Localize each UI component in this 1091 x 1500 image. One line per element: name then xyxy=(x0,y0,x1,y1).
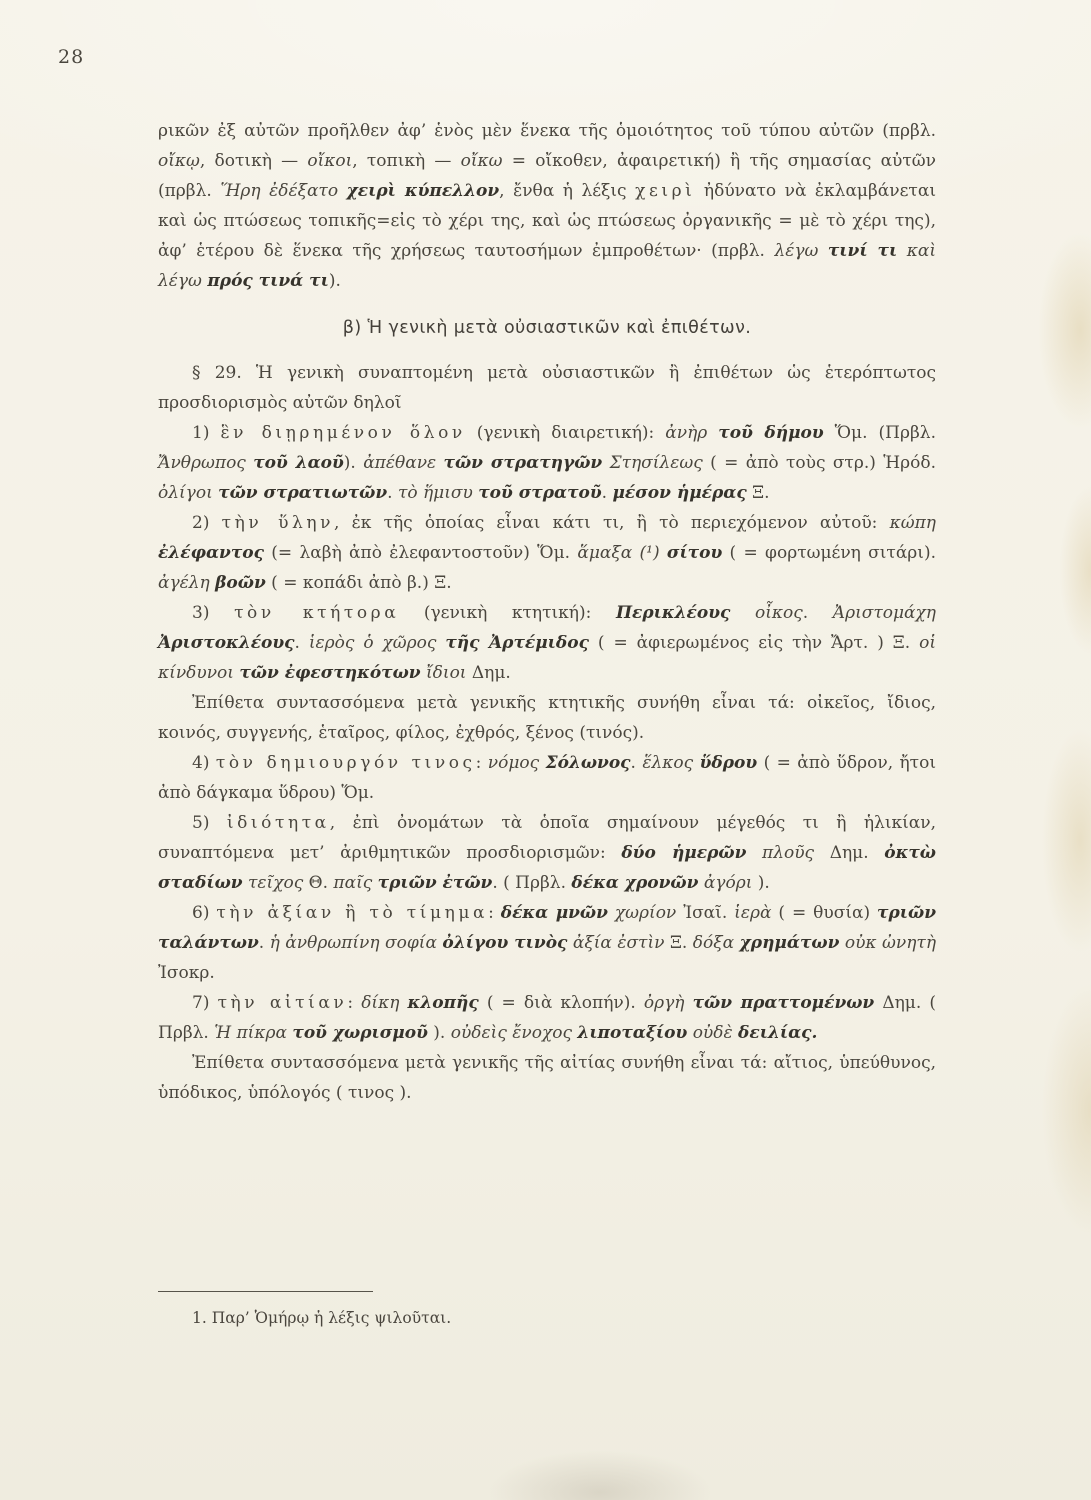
text-segment: τὸν δημιουργόν τινος xyxy=(215,753,476,773)
text-segment: Ἀριστοκλέους xyxy=(158,633,295,653)
text-segment: ἕλκος xyxy=(642,753,700,773)
text-segment: χωρίον xyxy=(607,903,677,923)
text-segment: πλοῦς xyxy=(746,843,815,863)
text-segment: τὴν ὕλην xyxy=(221,513,334,533)
text-segment: βοῶν xyxy=(215,573,266,593)
text-segment: δέκα μνῶν xyxy=(500,903,608,923)
text-segment: οἴκῳ xyxy=(158,151,200,171)
text-segment: τοῦ δήμου xyxy=(718,423,824,443)
text-segment: Ξ. xyxy=(664,933,693,953)
paragraph xyxy=(158,358,936,418)
text-segment: ἀπέθανε xyxy=(363,453,444,473)
footnote xyxy=(158,1305,936,1331)
text-segment: τριῶν ἐτῶν xyxy=(377,873,493,893)
text-segment: τεῖχος xyxy=(242,873,304,893)
page-number: 28 xyxy=(58,46,85,68)
text-segment: ( = φορτωμένη σιτάρι). xyxy=(722,543,936,563)
text-segment: 2) xyxy=(192,513,222,533)
text-segment: μέσον ἡμέρας xyxy=(612,483,747,503)
text-segment: ἀγέλη xyxy=(158,573,216,593)
text-segment: Ἄνθρωπος xyxy=(158,453,254,473)
section-heading: β) Ἡ γενικὴ μετὰ οὐσιαστικῶν καὶ ἐπιθέτων. xyxy=(342,318,752,338)
text-segment: : xyxy=(347,993,362,1013)
text-segment: κώπη xyxy=(889,513,936,533)
text-segment: Δημ. xyxy=(466,663,511,683)
text-segment: Ὅμ. (Πρβλ. xyxy=(823,423,936,443)
text-segment: : xyxy=(475,753,488,773)
text-segment: οὐδεὶς ἔνοχος xyxy=(450,1023,578,1043)
text-segment: § 29. Ἡ γενικὴ συναπτομένη μετὰ οὐσιαστικῶν ἢ ἐπιθέτων ὡς ἑτερόπτωτος προσδιορισμὸς αὐτῶν δηλοῖ xyxy=(158,363,936,413)
paragraph xyxy=(158,116,936,296)
text-segment: ). xyxy=(427,1023,451,1043)
text-segment: λέγω xyxy=(774,241,828,261)
text-segment: ἓν διῃρημένον ὅλον xyxy=(220,423,466,443)
text-segment: ( = κοπάδι ἀπὸ β.) Ξ. xyxy=(265,573,452,593)
text-segment: τὸν κτήτορα xyxy=(234,603,400,623)
text-segment: ( = διὰ κλοπήν). xyxy=(478,993,644,1013)
text-segment: ἡ ἀνθρωπίνη σοφία xyxy=(269,933,443,953)
text-segment: Περικλέους xyxy=(615,603,731,623)
text-segment: . xyxy=(387,483,398,503)
text-segment: 1) xyxy=(192,423,221,443)
paragraph xyxy=(158,808,936,898)
text-segment: ἱερὸς ὁ χῶρος xyxy=(308,633,446,653)
text-segment: Δημ. ( Πρβλ. xyxy=(158,993,937,1043)
text-segment: καὶ λέγω xyxy=(158,241,936,291)
text-segment: ἅμαξα (¹) xyxy=(577,543,667,563)
text-segment: δόξα xyxy=(692,933,740,953)
paragraph xyxy=(158,508,936,598)
text-segment: οὐκ ὠνητὴ xyxy=(839,933,937,953)
text-segment: χειρὶ xyxy=(635,181,696,201)
text-segment: ( = ἀφιερωμένος εἰς τὴν Ἄρτ. ) Ξ. xyxy=(588,633,920,653)
text-segment: Ἰσοκρ. xyxy=(158,963,215,983)
text-segment: ἠδύνατο νὰ ἐκλαμβάνεται καὶ ὡς πτώσεως τοπικῆς=εἰς τὸ χέρι της, καὶ ὡς πτώσεως ὀργανικῆς = μὲ τὸ χέρι της), ἀφ’ ἑτέρου δὲ ἕνεκα τῆς χρήσεως ταυτοσήμων ἐμπροθέτων· (πρβλ. xyxy=(158,181,936,261)
text-segment: : xyxy=(488,903,501,923)
text-segment: οἴκω xyxy=(460,151,503,171)
text-segment: οἶκος xyxy=(730,603,803,623)
text-segment: Θ. xyxy=(303,873,334,893)
text-segment: δίκη xyxy=(361,993,408,1013)
text-segment: Ἥρη ἐδέξατο xyxy=(220,181,347,201)
text-segment: τοῦ χωρισμοῦ xyxy=(292,1023,428,1043)
paragraph xyxy=(158,1048,936,1108)
text-segment: τῶν πραττομένων xyxy=(692,993,875,1013)
text-segment: ἴδιοι xyxy=(420,663,467,683)
text-segment: ὀργὴ xyxy=(643,993,693,1013)
text-segment: λιποταξίου xyxy=(577,1023,688,1043)
text-segment: παῖς xyxy=(333,873,378,893)
text-segment: ). xyxy=(343,453,364,473)
paragraph xyxy=(158,898,936,988)
text-segment: πρός τινά τι xyxy=(207,271,329,291)
text-segment: (γενικὴ κτητική): xyxy=(399,603,616,623)
text-segment: δέκα χρονῶν xyxy=(571,873,699,893)
text-segment: , δοτικὴ — xyxy=(199,151,308,171)
text-segment: ἱερὰ xyxy=(734,903,772,923)
text-segment: ὀκτὼ σταδίων xyxy=(158,843,936,893)
text-segment: ( = ἀπὸ τοὺς στρ.) Ἡρόδ. xyxy=(702,453,936,473)
text-segment: Στησίλεως xyxy=(602,453,703,473)
text-segment: ). xyxy=(752,873,770,893)
text-segment: τῶν στρατιωτῶν xyxy=(218,483,388,503)
text-segment: . xyxy=(294,633,309,653)
text-segment: (γενικὴ διαιρετική): xyxy=(465,423,666,443)
paragraph xyxy=(158,688,936,748)
text-segment: ἀξία ἐστὶν xyxy=(567,933,665,953)
text-segment: . ( Πρβλ. xyxy=(492,873,572,893)
text-segment: ( = θυσία) xyxy=(771,903,878,923)
paragraph xyxy=(158,988,936,1048)
footnote-text: 1. Παρ’ Ὁμήρῳ ἡ λέξις ψιλοῦται. xyxy=(192,1309,452,1327)
paragraph xyxy=(158,418,936,508)
text-segment: Σόλωνος xyxy=(545,753,631,773)
paragraph xyxy=(158,598,936,688)
text-segment: τοῦ στρατοῦ xyxy=(478,483,602,503)
text-segment: Ἀριστομάχη xyxy=(832,603,936,623)
text-segment: Δημ. xyxy=(814,843,885,863)
text-segment: 4) xyxy=(192,753,216,773)
text-segment: , ἐπὶ ὀνομάτων τὰ ὁποῖα σημαίνουν μέγεθός τι ἢ ἡλικίαν, συναπτόμενα μετ’ ἀριθμητικῶν προσδιορισμῶν: xyxy=(158,813,937,863)
text-segment: . xyxy=(630,753,643,773)
text-segment: τινί τι xyxy=(827,241,898,261)
text-segment: ὀλίγοι xyxy=(158,483,219,503)
text-segment: τῶν ἐφεστηκότων xyxy=(239,663,421,683)
text-segment: Ἡ πίκρα xyxy=(214,1023,293,1043)
text-segment: 3) xyxy=(192,603,235,623)
text-segment: Ξ. xyxy=(746,483,770,503)
footnote-divider xyxy=(158,1291,373,1292)
text-segment: , ἐκ τῆς ὁποίας εἶναι κάτι τι, ἢ τὸ περιεχόμενον αὐτοῦ: xyxy=(334,513,890,533)
text-segment: 6) xyxy=(192,903,217,923)
text-segment: (= λαβὴ ἀπὸ ἐλεφαντοστοῦν) Ὅμ. xyxy=(263,543,578,563)
text-segment: ἀγόρι xyxy=(698,873,753,893)
text-segment: τῶν στρατηγῶν xyxy=(443,453,603,473)
text-segment: ρικῶν ἐξ αὐτῶν προῆλθεν ἀφ’ ἑνὸς μὲν ἕνεκα τῆς ὁμοιότητος τοῦ τύπου αὐτῶν (πρβλ. xyxy=(158,121,936,141)
text-segment: τοῦ λαοῦ xyxy=(253,453,344,473)
text-segment: οἱ κίνδυνοι xyxy=(158,633,936,683)
text-segment: Ἐπίθετα συντασσόμενα μετὰ γενικῆς κτητικῆς συνήθη εἶναι τά: οἰκεῖος, ἴδιος, κοινός, συγγενής, ἑταῖρος, φίλος, ἐχθρός, ξένος (τινός). xyxy=(158,693,936,743)
text-segment: ἐλέφαντος xyxy=(158,543,264,563)
text-segment: τριῶν ταλάντων xyxy=(158,903,936,953)
text-segment: 5) xyxy=(192,813,227,833)
text-segment: 7) xyxy=(192,993,218,1013)
text-segment: . xyxy=(802,603,833,623)
text-segment: τὴν ἀξίαν ἢ τὸ τίμημα xyxy=(216,903,489,923)
text-segment: νόμος xyxy=(487,753,546,773)
text-segment: οὐδὲ xyxy=(687,1023,739,1043)
text-segment: = οἴκοθεν, ἀφαιρετική) ἢ τῆς σημασίας αὐτῶν (πρβλ. xyxy=(158,151,936,201)
text-segment: κλοπῆς xyxy=(407,993,479,1013)
text-segment: τῆς Ἀρτέμιδος xyxy=(445,633,589,653)
text-segment: ὕδρου xyxy=(699,753,758,773)
text-segment: Ἰσαῖ. xyxy=(676,903,735,923)
text-segment: , ἔνθα ἡ λέξις xyxy=(499,181,636,201)
text-segment: ὀλίγου τινὸς xyxy=(442,933,568,953)
text-segment: ( = ἀπὸ ὕδρον, ἤτοι ἀπὸ δάγκαμα ὕδρου) Ὅμ. xyxy=(158,753,936,803)
text-segment: δύο ἡμερῶν xyxy=(621,843,747,863)
text-segment: . xyxy=(601,483,613,503)
text-segment: σίτου xyxy=(666,543,723,563)
text-segment: χρημάτων xyxy=(739,933,840,953)
text-segment: οἴκοι xyxy=(307,151,353,171)
text-segment: τὴν αἰτίαν xyxy=(217,993,348,1013)
text-segment: . xyxy=(258,933,270,953)
text-segment: ἀνὴρ xyxy=(665,423,719,443)
text-segment: χειρὶ κύπελλον xyxy=(346,181,500,201)
text-segment: , τοπικὴ — xyxy=(352,151,461,171)
text-segment: τὸ ἥμισυ xyxy=(397,483,479,503)
text-segment: Ἐπίθετα συντασσόμενα μετὰ γενικῆς τῆς αἰτίας συνήθη εἶναι τά: αἴτιος, ὑπεύθυνος, ὑπόδικος, ὑπόλογός ( τινος ). xyxy=(158,1053,936,1103)
paragraph xyxy=(158,748,936,808)
text-segment: δειλίας. xyxy=(738,1023,818,1043)
text-segment: ἰδιότητα xyxy=(226,813,330,833)
text-segment: ). xyxy=(328,271,341,291)
text-column xyxy=(158,116,936,1108)
